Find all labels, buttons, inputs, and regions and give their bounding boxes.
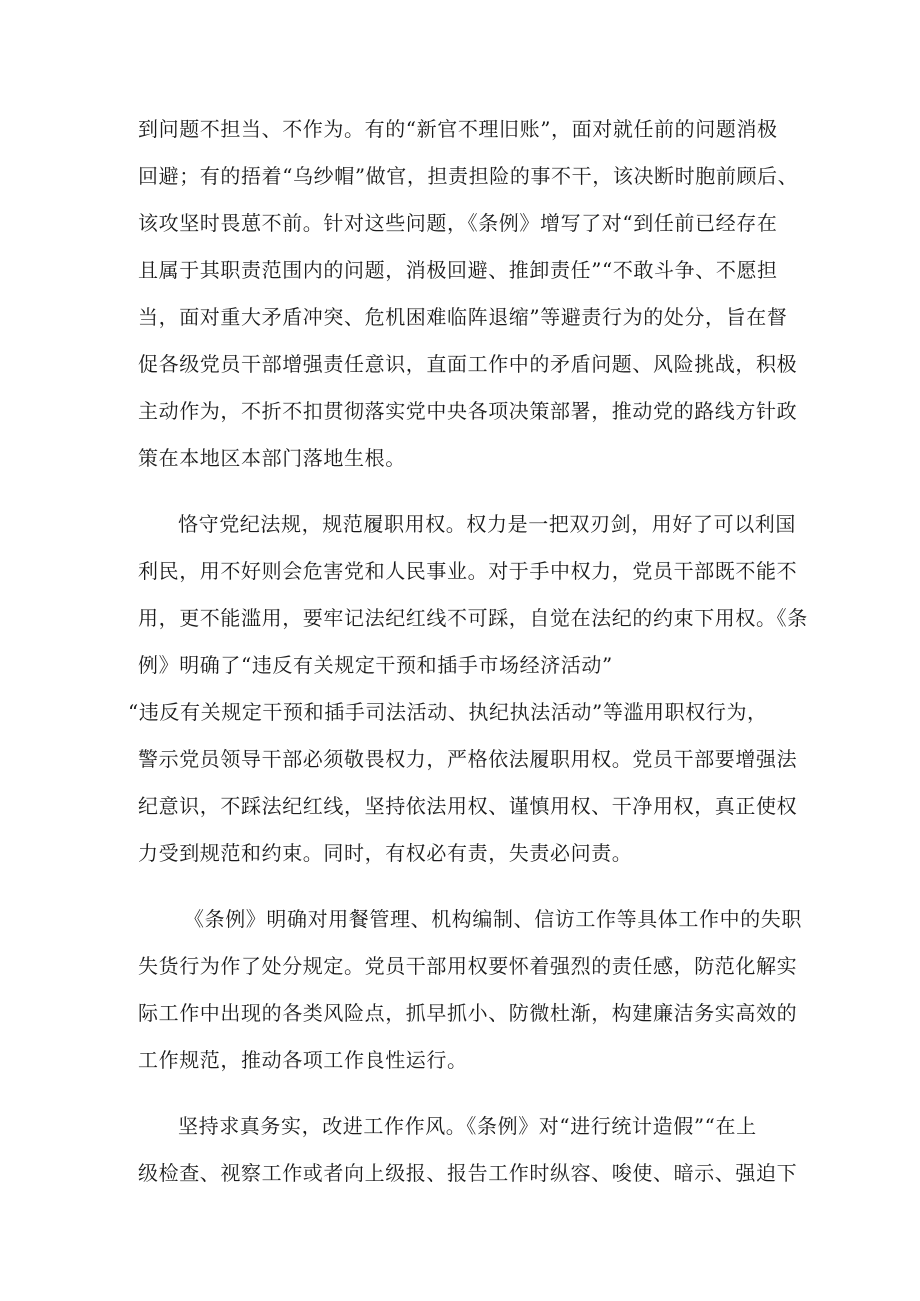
paragraph-1 — [138, 106, 798, 482]
text-line: 恪守党纪法规，规范履职用权。权力是一把双刃剑，用好了可以利国 — [178, 512, 796, 536]
text-line: 工作规范，推动各项工作良性运行。 — [138, 1048, 468, 1072]
text-line: 当，面对重大矛盾冲突、危机困难临阵退缩”等避责行为的处分，旨在督 — [138, 305, 788, 329]
paragraph-spacer — [138, 1084, 798, 1103]
text-line: 用，更不能滥用，要牢记法纪红线不可踩，自觉在法纪的约束下用权。《条 — [138, 606, 808, 630]
text-line: 利民，用不好则会危害党和人民事业。对于手中权力，党员干部既不能不 — [138, 559, 798, 583]
text-line: 主动作为，不折不扣贯彻落实党中央各项决策部署，推动党的路线方针政 — [138, 399, 798, 423]
text-line: 纪意识，不踩法纪红线，坚持依法用权、谨慎用权、干净用权，真正使权 — [138, 794, 798, 818]
text-line: “违反有关规定干预和插手司法活动、执纪执法活动”等滥用职权行为， — [128, 700, 768, 724]
text-line: 到问题不担当、不作为。有的“新官不理旧账”，面对就任前的问题消极 — [138, 117, 778, 141]
text-line: 警示党员领导干部必须敬畏权力，严格依法履职用权。党员干部要增强法 — [138, 747, 798, 771]
document-body — [128, 106, 808, 1197]
text-line: 坚持求真务实，改进工作作风。《条例》对“进行统计造假”“在上 — [178, 1114, 757, 1138]
text-line: 策在本地区本部门落地生根。 — [138, 446, 406, 470]
text-line: 《条例》明确对用餐管理、机构编制、信访工作等具体工作中的失职 — [184, 907, 802, 931]
text-line: 且属于其职责范围内的问题，消极回避、推卸责任”“不敢斗争、不愿担 — [138, 258, 778, 282]
paragraph-spacer — [138, 482, 798, 501]
paragraph-4 — [138, 1103, 798, 1197]
text-line: 际工作中出现的各类风险点，抓早抓小、防微杜渐，构建廉洁务实高效的 — [138, 1001, 798, 1025]
paragraph-3 — [138, 896, 802, 1084]
text-line: 促各级党员干部增强责任意识，直面工作中的矛盾问题、风险挑战，积极 — [138, 352, 798, 376]
paragraph-spacer — [138, 877, 798, 896]
text-line: 级检查、视察工作或者向上级报、报告工作时纵容、唆使、暗示、强迫下 — [138, 1161, 798, 1185]
paragraph-2 — [128, 501, 808, 877]
text-line: 回避；有的捂着“乌纱帽”做官，担责担险的事不干，该决断时胞前顾后、 — [138, 164, 799, 188]
text-line: 例》明确了“违反有关规定干预和插手市场经济活动” — [138, 653, 613, 677]
text-line: 该攻坚时畏葸不前。针对这些问题，《条例》增写了对“到任前已经存在 — [138, 211, 778, 235]
text-line: 失货行为作了处分规定。党员干部用权要怀着强烈的责任感，防范化解实 — [138, 954, 798, 978]
text-line: 力受到规范和约束。同时，有权必有责，失责必问责。 — [138, 841, 633, 865]
